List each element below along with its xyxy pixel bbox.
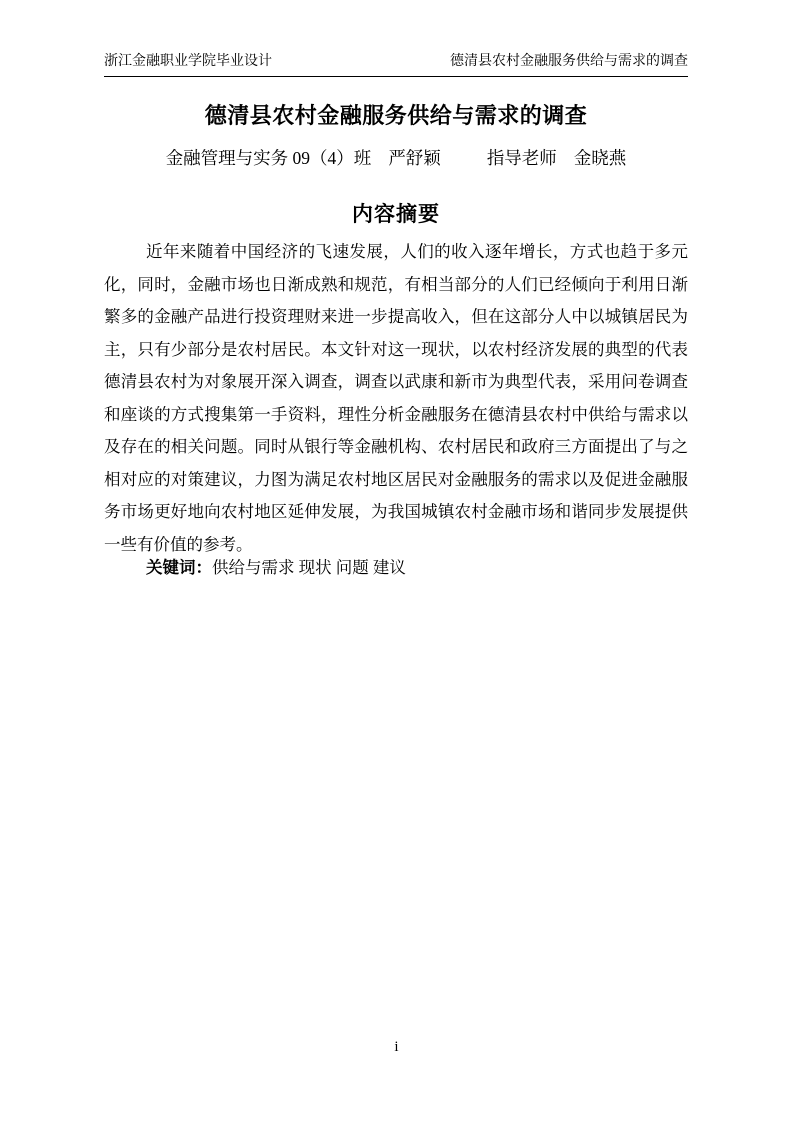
keywords-value: 供给与需求 现状 问题 建议	[212, 558, 406, 577]
running-header	[104, 53, 688, 77]
page-title: 德清县农村金融服务供给与需求的调查	[204, 103, 588, 128]
byline	[104, 146, 688, 170]
running-header-right: 德清县农村金融服务供给与需求的调查	[450, 54, 688, 69]
byline-author: 严舒颖	[388, 148, 441, 168]
byline-advisor-label: 指导老师	[486, 148, 557, 168]
page-number: i	[394, 1039, 399, 1055]
keywords-line	[104, 554, 688, 582]
running-header-left: 浙江金融职业学院毕业设计	[104, 54, 272, 69]
abstract-paragraph: 近年来随着中国经济的飞速发展，人们的收入逐年增长，方式也趋于多元化，同时，金融市场也日渐成熟和规范，有相当部分的人们已经倾向于利用日渐繁多的金融产品进行投资理财来进一步提高收入，但在这部分人中以城镇居民为主，只有少部分是农村居民。本文针对这一现状，以农村经济发展的典型的代表德清县农村为对象展开深入调查，调查以武康和新市为典型代表，采用问卷调查和座谈的方式搜集第一手资料，理性分析金融服务在德清县农村中供给与需求以及存在的相关问题。同时从银行等金融机构、农村居民和政府三方面提出了与之相对应的对策建议，力图为满足农村地区居民对金融服务的需求以及促进金融服务市场更好地向农村地区延伸发展，为我国城镇农村金融市场和谐同步发展提供一些有价值的参考。	[104, 242, 688, 554]
byline-advisor-name: 金晓燕	[573, 148, 627, 168]
abstract-heading: 内容摘要	[352, 203, 440, 226]
byline-class-name: 金融管理与实务 09（4）班	[165, 148, 372, 168]
keywords-label: 关键词：	[146, 559, 212, 577]
